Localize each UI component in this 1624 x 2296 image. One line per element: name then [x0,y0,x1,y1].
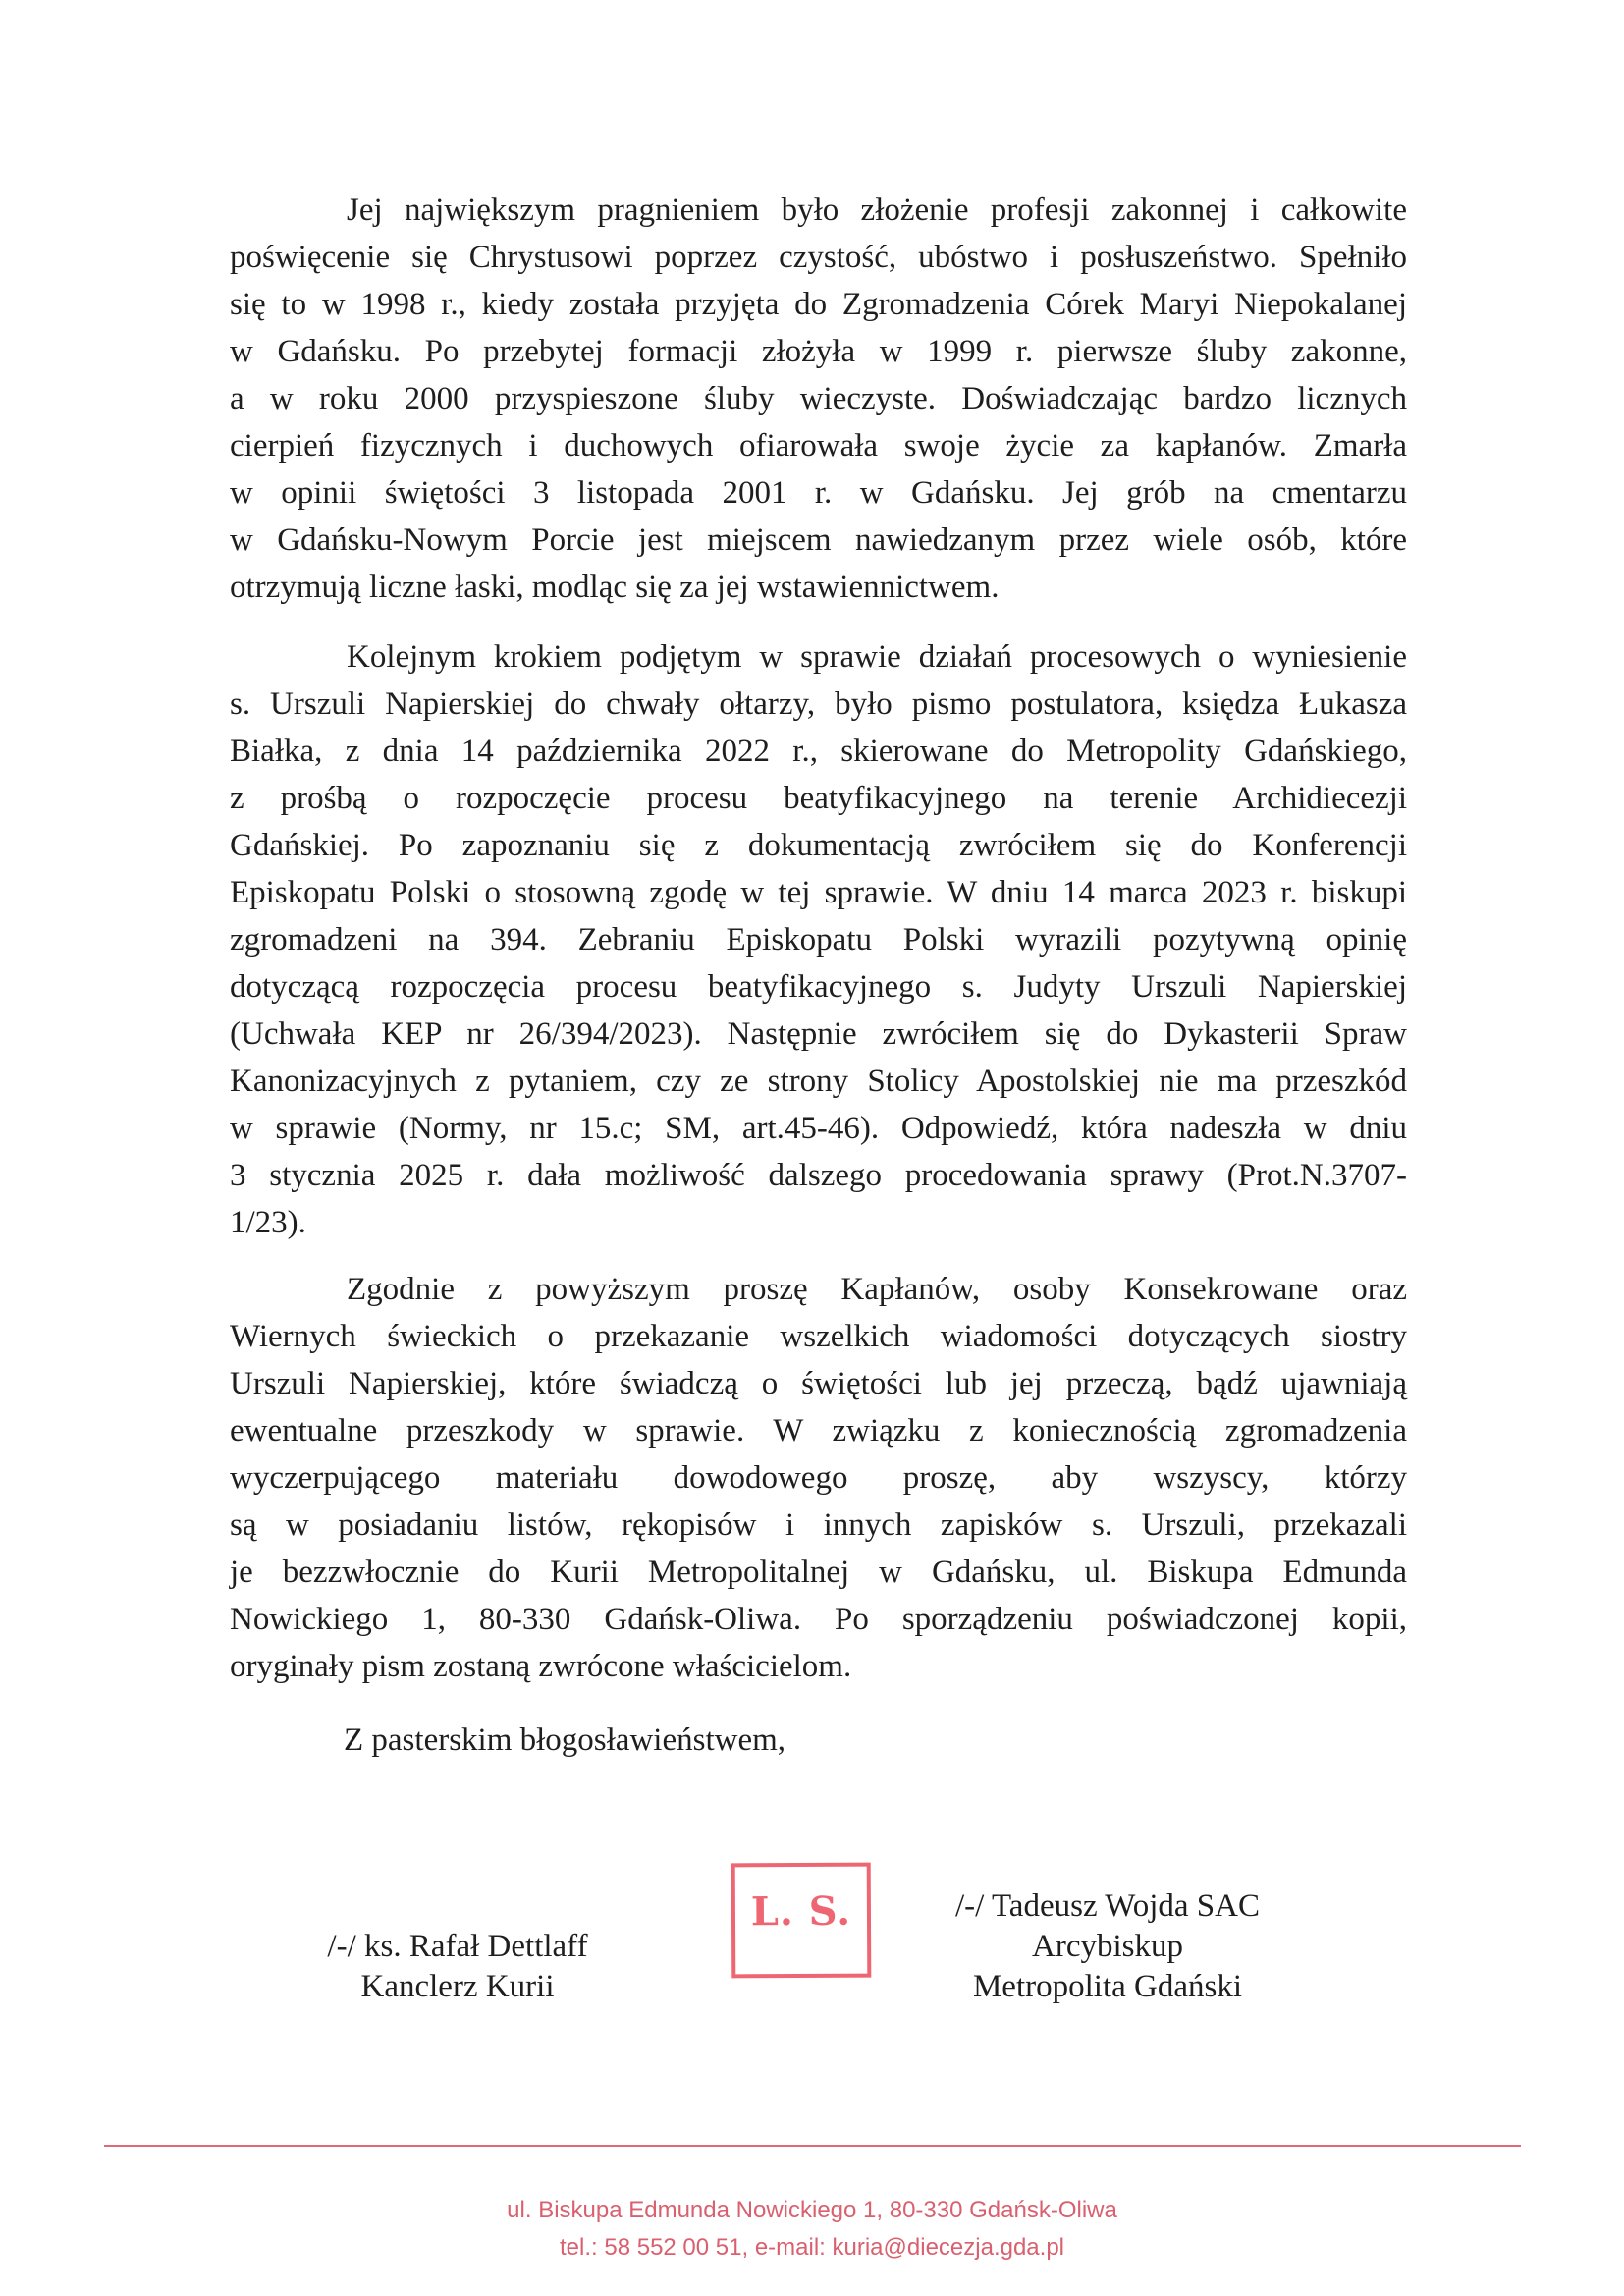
paragraph-line: się to w 1998 r., kiedy została przyjęta do Zgromadzenia Córek Maryi Niepokalanej [230,287,1407,322]
paragraph-line: Episkopatu Polski o stosowną zgodę w tej sprawie. W dniu 14 marca 2023 r. biskupi [230,875,1407,910]
paragraph-line: Kolejnym krokiem podjętym w sprawie działań procesowych o wyniesienie [347,639,1407,675]
paragraph-line: Kanonizacyjnych z pytaniem, czy ze strony Stolicy Apostolskiej nie ma przeszkód [230,1064,1407,1099]
signature-name: /-/ ks. Rafał Dettlaff [327,1929,588,1964]
signature-title-2: Metropolita Gdański [972,1969,1243,2004]
signature-archbishop [911,1886,1304,2007]
footer-divider [104,2145,1521,2147]
paragraph-line: a w roku 2000 przyspieszone śluby wieczyste. Doświadczając bardzo licznych [230,381,1407,416]
paragraph-line: 3 stycznia 2025 r. dała możliwość dalszego procedowania sprawy (Prot.N.3707- [230,1158,1407,1193]
paragraph-line: Jej największym pragnieniem było złożenie profesji zakonnej i całkowite [347,192,1407,228]
paragraph-line: s. Urszuli Napierskiej do chwały ołtarzy, było pismo postulatora, księdza Łukasza [230,686,1407,722]
footer-address: ul. Biskupa Edmunda Nowickiego 1, 80-330 Gdańsk-Oliwa [507,2197,1117,2223]
paragraph-line: z prośbą o rozpoczęcie procesu beatyfikacyjnego na terenie Archidiecezji [230,781,1407,816]
paragraph-line: otrzymują liczne łaski, modląc się za jej wstawiennictwem. [230,570,1000,605]
paragraph-line: dotyczącą rozpoczęcia procesu beatyfikacyjnego s. Judyty Urszuli Napierskiej [230,969,1407,1005]
paragraph-line: Urszuli Napierskiej, które świadczą o świętości lub jej przeczą, bądź ujawniają [230,1366,1407,1401]
signature-name: /-/ Tadeusz Wojda SAC [954,1888,1261,1924]
paragraph-line: są w posiadaniu listów, rękopisów i innych zapisków s. Urszuli, przekazali [230,1507,1407,1543]
signature-title: Arcybiskup [1032,1929,1183,1964]
paragraph-line: oryginały pism zostaną zwrócone właścicielom. [230,1649,852,1684]
paragraph-line: w opinii świętości 3 listopada 2001 r. w Gdańsku. Jej grób na cmentarzu [230,475,1407,511]
paragraph-line: w sprawie (Normy, nr 15.c; SM, art.45-46). Odpowiedź, która nadeszła w dniu [230,1111,1407,1146]
paragraph-line: w Gdańsku. Po przebytej formacji złożyła w 1999 r. pierwsze śluby zakonne, [230,334,1407,369]
paragraph-line: ewentualne przeszkody w sprawie. W związku z koniecznością zgromadzenia [230,1413,1407,1449]
paragraph-line: Wiernych świeckich o przekazanie wszelkich wiadomości dotyczących siostry [230,1319,1407,1354]
paragraph-line: poświęcenie się Chrystusowi poprzez czystość, ubóstwo i posłuszeństwo. Spełniło [230,240,1407,275]
locus-sigilli-stamp [731,1863,872,1979]
paragraph-line: zgromadzeni na 394. Zebraniu Episkopatu Polski wyrazili pozytywną opinię [230,922,1407,957]
footer-contact: tel.: 58 552 00 51, e-mail: kuria@diecezja.gda.pl [560,2234,1064,2261]
paragraph-line: (Uchwała KEP nr 26/394/2023). Następnie zwróciłem się do Dykasterii Spraw [230,1016,1407,1052]
paragraph-line: Nowickiego 1, 80-330 Gdańsk-Oliwa. Po sporządzeniu poświadczonej kopii, [230,1602,1407,1637]
paragraph-line: w Gdańsku-Nowym Porcie jest miejscem nawiedzanym przez wiele osób, które [230,522,1407,558]
signature-chancellor [300,1927,615,2007]
paragraph-line: cierpień fizycznych i duchowych ofiarowała swoje życie za kapłanów. Zmarła [230,428,1407,464]
paragraph-line: Gdańskiej. Po zapoznaniu się z dokumentacją zwróciłem się do Konferencji [230,828,1407,863]
stamp-text: L. S. [750,1887,852,1936]
signature-title: Kanclerz Kurii [360,1969,555,2004]
letterhead-footer [0,2192,1624,2267]
paragraph-line: Zgodnie z powyższym proszę Kapłanów, osoby Konsekrowane oraz [347,1272,1407,1307]
paragraph-line: wyczerpującego materiału dowodowego proszę, aby wszyscy, którzy [230,1460,1407,1496]
paragraph-line: je bezzwłocznie do Kurii Metropolitalnej w Gdańsku, ul. Biskupa Edmunda [230,1555,1407,1590]
paragraph-line: Białka, z dnia 14 października 2022 r., skierowane do Metropolity Gdańskiego, [230,734,1407,769]
paragraph-line: 1/23). [230,1205,306,1240]
closing-salutation: Z pasterskim błogosławieństwem, [344,1722,786,1758]
